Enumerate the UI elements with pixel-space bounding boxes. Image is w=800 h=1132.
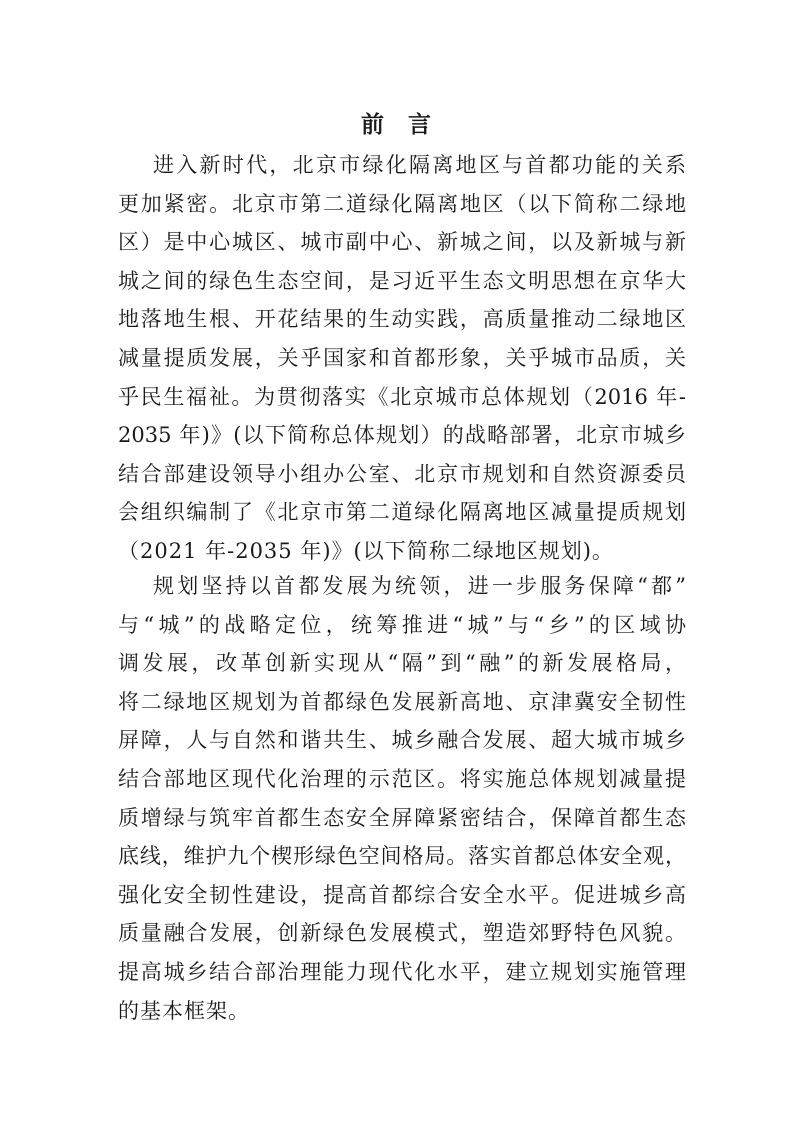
text-line: （2021 年-2035 年)》(以下简称二绿地区规划)。 (118, 538, 614, 563)
text-line: 将二绿地区规划为首都绿色发展新高地、京津冀安全韧性 (118, 689, 686, 714)
paragraph-1 (118, 146, 686, 571)
text-line: 乎民生福祉。为贯彻落实《北京城市总体规划（2016 年- (118, 384, 686, 409)
text-line: 更加紧密。北京市第二道绿化隔离地区（以下简称二绿地 (118, 191, 686, 216)
text-line: 底线，维护九个楔形绿色空间格局。落实首都总体安全观， (118, 844, 686, 869)
text-line: 减量提质发展，关乎国家和首都形象，关乎城市品质，关 (118, 345, 686, 370)
text-line: 调发展，改革创新实现从“隔”到“融”的新发展格局， (118, 651, 686, 676)
text-line: 结合部建设领导小组办公室、北京市规划和自然资源委员 (118, 461, 686, 486)
text-line: 的基本框架。 (118, 998, 250, 1023)
text-line: 规划坚持以首都发展为统领，进一步服务保障“都” (153, 574, 686, 598)
text-line: 提高城乡结合部治理能力现代化水平，建立规划实施管理 (118, 959, 686, 984)
text-line: 进入新时代，北京市绿化隔离地区与首都功能的关系 (153, 153, 686, 177)
text-line: 会组织编制了《北京市第二道绿化隔离地区减量提质规划 (118, 500, 686, 525)
text-line: 2035 年)》(以下简称总体规划）的战略部署，北京市城乡 (118, 423, 686, 448)
text-line: 质增绿与筑牢首都生态安全屏障紧密结合，保障首都生态 (118, 805, 686, 830)
paragraph-2 (118, 567, 686, 1030)
text-line: 质量融合发展，创新绿色发展模式，塑造郊野特色风貌。 (118, 921, 686, 946)
text-line: 屏障，人与自然和谐共生、城乡融合发展、超大城市城乡 (118, 728, 686, 753)
text-line: 地落地生根、开花结果的生动实践，高质量推动二绿地区 (118, 307, 686, 332)
page-title: 前 言 (360, 112, 439, 138)
text-line: 与“城”的战略定位，统筹推进“城”与“乡”的区域协 (118, 612, 686, 637)
text-line: 区）是中心城区、城市副中心、新城之间，以及新城与新 (118, 230, 686, 255)
text-line: 结合部地区现代化治理的示范区。将实施总体规划减量提 (118, 766, 686, 791)
text-line: 强化安全韧性建设，提高首都综合安全水平。促进城乡高 (118, 882, 686, 907)
text-line: 城之间的绿色生态空间，是习近平生态文明思想在京华大 (118, 268, 686, 293)
